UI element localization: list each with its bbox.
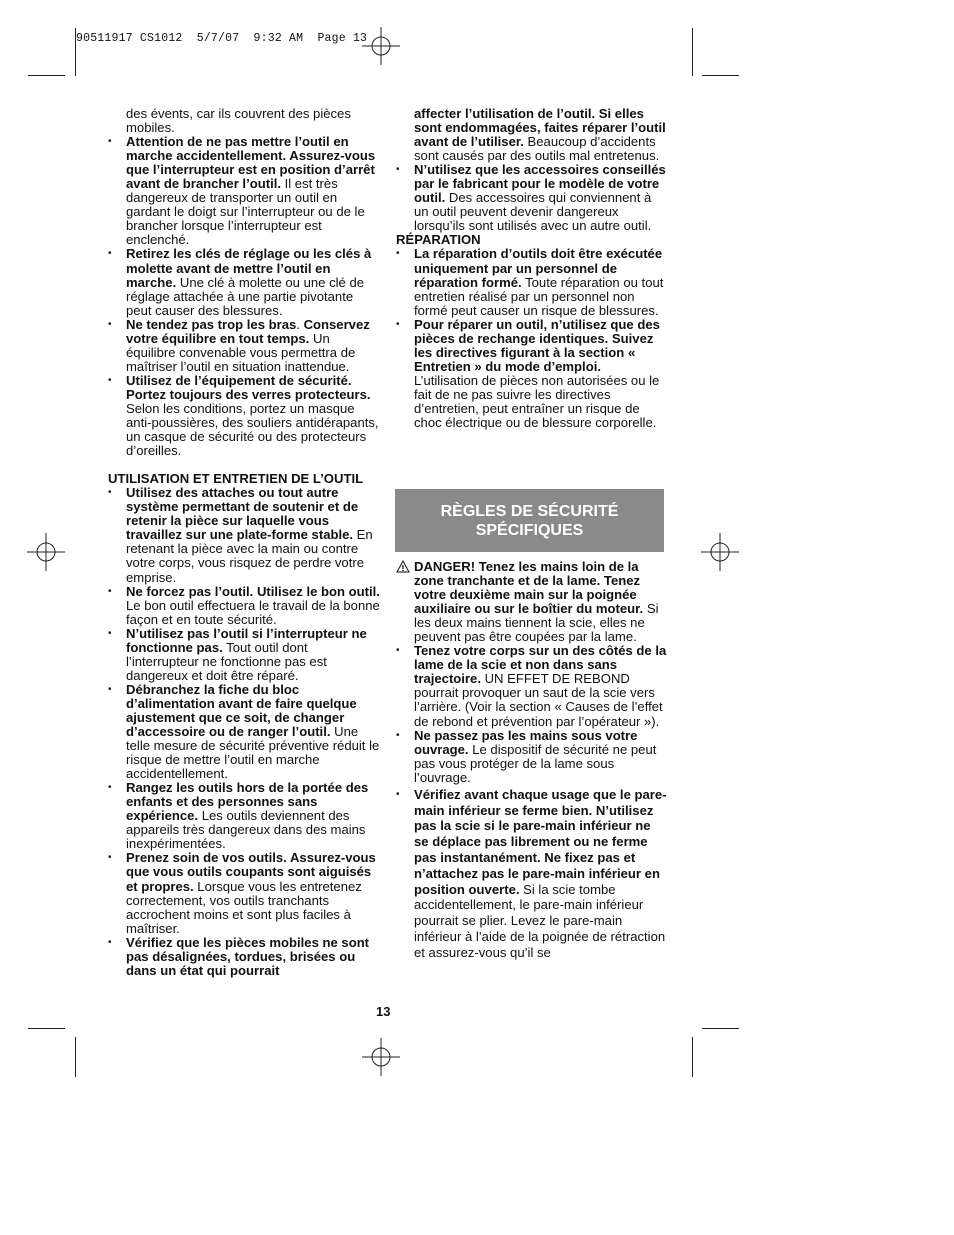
printer-slug: 90511917 CS1012 5/7/07 9:32 AM Page 13 (76, 32, 368, 45)
right-column-bottom (396, 560, 668, 961)
list-item: • Tenez votre corps sur un des côtés de la lame de la scie et non dans sans trajectoire. UN EFFET DE REBOND pourrait provoquer un saut de la scie vers l’arrière. (Voir la section « Causes de l’effet de rebond et prévention par l’opérateur »). (396, 644, 668, 728)
paragraph: affecter l’utilisation de l’outil. Si elles sont endommagées, faites réparer l’outil avant de l’utiliser. Beaucoup d’accidents sont causés par des outils mal entretenus. (414, 106, 666, 164)
list-item: • Utilisez des attaches ou tout autre système permettant de soutenir et de retenir la pièce sur laquelle vous travaillez sur une plate-forme stable. En retenant la pièce avec la main ou contre votre corps, vous risquez de perdre votre emprise. (108, 486, 380, 584)
crop-mark (702, 75, 739, 76)
right-column-top (396, 107, 668, 430)
list-item: • Retirez les clés de réglage ou les clés à molette avant de mettre l’outil en marche. Une clé à molette ou une clé de réglage attachée à une partie pivotante peut causer des blessures. (108, 247, 380, 317)
list-item: • Débranchez la fiche du bloc d’alimentation avant de faire quelque ajustement que ce soit, de changer d’accessoire ou de ranger l’outil. Une telle mesure de sécurité préventive réduit le risque de mettre l’outil en marche accidentellement. (108, 683, 380, 781)
crop-mark (75, 28, 76, 76)
list-item: • Ne passez pas les mains sous votre ouvrage. Le dispositif de sécurité ne peut pas vous protéger de la lame sous l’ouvrage. (396, 729, 668, 785)
crop-mark (28, 75, 65, 76)
list-item: • N’utilisez que les accessoires conseillés par le fabricant pour le modèle de votre outil. Des accessoires qui conviennent à un outil peuvent devenir dangereux lorsqu’ils sont utilisés avec un autre outil. (396, 163, 668, 233)
list-item: • Vérifiez que les pièces mobiles ne sont pas désalignées, tordues, brisées ou dans un état qui pourrait (108, 936, 380, 978)
list-item: • La réparation d’outils doit être exécutée uniquement par un personnel de réparation formé. Toute réparation ou tout entretien réalisé par un personnel non formé peut causer un risque de blessures. (396, 247, 668, 317)
section-heading: RÉPARATION (396, 232, 481, 248)
crop-mark (702, 1028, 739, 1029)
paragraph: des évents, car ils couvrent des pièces mobiles. (126, 106, 351, 136)
section-heading: UTILISATION ET ENTRETIEN DE L’OUTIL (108, 471, 364, 487)
warning-triangle-icon (396, 560, 410, 573)
danger-warning: DANGER! Tenez les mains loin de la zone tranchante et de la lame. Tenez votre deuxième main sur la poignée auxiliaire ou sur le boîtier du moteur. Si les deux mains tiennent la scie, elles ne peuvent pas être coupées par la lame. (396, 560, 668, 644)
banner-line: SPÉCIFIQUES (475, 521, 584, 539)
banner-line: RÈGLES DE SÉCURITÉ (440, 502, 619, 520)
list-item: • Utilisez de l’équipement de sécurité. Portez toujours des verres protecteurs. Selon les conditions, portez un masque anti-poussières, des souliers antidérapants, un casque de sécurité ou des protecteurs d’oreilles. (108, 374, 380, 458)
crop-mark (28, 1028, 65, 1029)
registration-mark-icon (362, 1038, 400, 1076)
crop-mark (692, 1037, 693, 1077)
list-item: • Attention de ne pas mettre l’outil en marche accidentellement. Assurez-vous que l’interrupteur est en position d’arrêt avant de brancher l’outil. Il est très dangereux de transporter un outil en gardant le doigt sur l’interrupteur ou de le brancher lorsque l’interrupteur est enclenché. (108, 135, 380, 247)
list-item: • Ne forcez pas l’outil. Utilisez le bon outil. Le bon outil effectuera le travail de la bonne façon et en toute sécurité. (108, 585, 380, 627)
list-item: • Pour réparer un outil, n’utilisez que des pièces de rechange identiques. Suivez les directives figurant à la section « Entretien » du mode d’emploi. L’utilisation de pièces non autorisées ou le fait de ne pas suivre les directives d’entretien, peut entraîner un risque de choc électrique ou de blessure corporelle. (396, 318, 668, 430)
registration-mark-icon (701, 533, 739, 571)
crop-mark (692, 28, 693, 76)
list-item: • Vérifiez avant chaque usage que le pare-main inférieur se ferme bien. N’utilisez pas la scie si le pare-main inférieur ne se déplace pas librement ou ne ferme pas instantanément. Ne fixez pas et n’attachez pas le pare-main inférieur en position ouverte. Si la scie tombe accidentellement, le pare-main inférieur pourrait se plier. Levez le pare-main inférieur à l’aide de la poignée de rétraction et assurez-vous qu’il se (396, 787, 668, 961)
registration-mark-icon (362, 27, 400, 65)
list-item: • N’utilisez pas l’outil si l’interrupteur ne fonctionne pas. Tout outil dont l’interrupteur ne fonctionne pas est dangereux et doit être réparé. (108, 627, 380, 683)
page-number: 13 (376, 1004, 391, 1019)
list-item: • Prenez soin de vos outils. Assurez-vous que vous outils coupants sont aiguisés et propres. Lorsque vous les entretenez correctement, vos outils tranchants accrochent moins et sont plus faciles à maîtriser. (108, 851, 380, 935)
list-item: • Ne tendez pas trop les bras. Conservez votre équilibre en tout temps. Un équilibre convenable vous permettra de maîtriser l’outil en situation inattendue. (108, 318, 380, 374)
registration-mark-icon (27, 533, 65, 571)
section-banner (395, 489, 664, 552)
crop-mark (75, 1037, 76, 1077)
list-item: • Rangez les outils hors de la portée des enfants et des personnes sans expérience. Les outils deviennent des appareils très dangereux dans des mains inexpérimentées. (108, 781, 380, 851)
left-column (108, 107, 380, 978)
